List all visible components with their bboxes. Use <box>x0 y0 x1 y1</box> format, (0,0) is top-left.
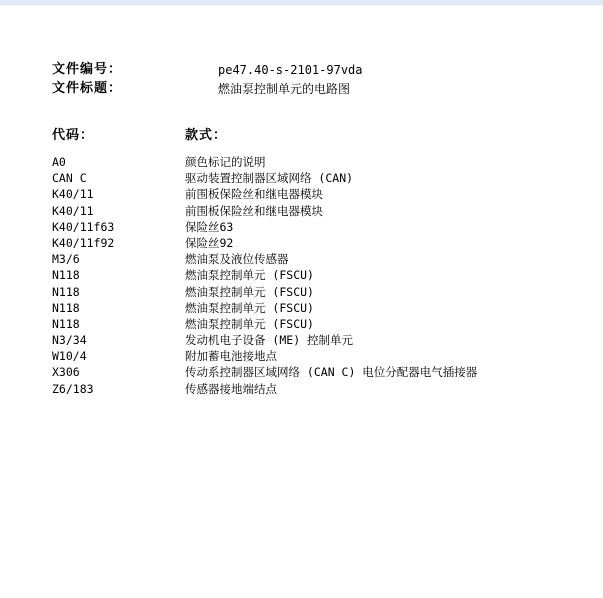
component-code: Z6/183 <box>52 381 94 396</box>
list-item <box>52 332 572 348</box>
component-description: 前围板保险丝和继电器模块 <box>185 203 323 218</box>
component-description: 保险丝63 <box>185 219 234 234</box>
component-description: 传感器接地端结点 <box>185 381 277 396</box>
list-item <box>52 348 572 364</box>
list-item <box>52 219 572 235</box>
list-item <box>52 364 572 380</box>
component-description: 燃油泵控制单元 (FSCU) <box>185 284 314 299</box>
component-description: 颜色标记的说明 <box>185 155 266 169</box>
component-code: M3/6 <box>52 252 80 267</box>
list-item <box>52 154 572 170</box>
list-item <box>52 267 572 283</box>
list-item <box>52 316 572 332</box>
component-code: W10/4 <box>52 349 87 364</box>
list-item <box>52 170 572 186</box>
component-code: N118 <box>52 268 80 283</box>
component-description: 燃油泵控制单元 (FSCU) <box>185 268 314 283</box>
list-item <box>52 235 572 251</box>
component-code: K40/11 <box>52 203 94 218</box>
component-description: 燃油泵及液位传感器 <box>185 252 289 267</box>
list-item <box>52 300 572 316</box>
component-code: K40/11 <box>52 187 94 202</box>
list-item <box>52 186 572 202</box>
doc-number-value: pe47.40-s-2101-97vda <box>218 63 363 77</box>
component-description: 燃油泵控制单元 (FSCU) <box>185 316 314 331</box>
component-description: 附加蓄电池接地点 <box>185 349 277 364</box>
column-header-desc: 款式： <box>185 128 228 143</box>
doc-number-label: 文件编号： <box>52 62 123 77</box>
component-description: 保险丝92 <box>185 235 234 250</box>
component-code: CAN C <box>52 171 87 186</box>
doc-title-value: 燃油泵控制单元的电路图 <box>218 82 351 96</box>
list-item <box>52 284 572 300</box>
component-description: 前围板保险丝和继电器模块 <box>185 187 323 202</box>
list-item <box>52 251 572 267</box>
component-description: 发动机电子设备 (ME) 控制单元 <box>185 333 354 348</box>
component-code: N118 <box>52 284 80 299</box>
component-code: N118 <box>52 300 80 315</box>
component-list <box>52 154 572 397</box>
component-code: K40/11f63 <box>52 219 115 234</box>
list-item <box>52 203 572 219</box>
component-description: 传动系控制器区域网络 (CAN C) 电位分配器电气插接器 <box>185 365 478 380</box>
component-code: N118 <box>52 316 80 331</box>
component-code: K40/11f92 <box>52 235 115 250</box>
component-code: X306 <box>52 365 80 380</box>
list-item <box>52 381 572 397</box>
doc-title-label: 文件标题： <box>52 81 123 96</box>
component-code: A0 <box>52 155 66 169</box>
column-header-code: 代码： <box>52 128 95 143</box>
component-description: 燃油泵控制单元 (FSCU) <box>185 300 314 315</box>
top-accent-bar <box>0 0 603 5</box>
component-code: N3/34 <box>52 333 87 348</box>
component-description: 驱动装置控制器区域网络 (CAN) <box>185 171 354 186</box>
